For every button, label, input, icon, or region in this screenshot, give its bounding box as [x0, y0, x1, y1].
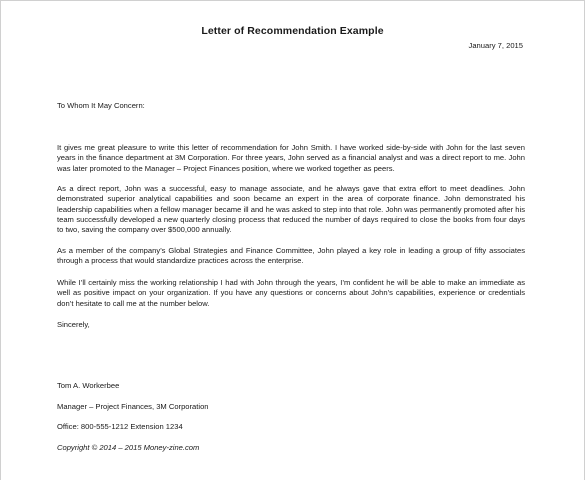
page-border-top: [0, 0, 585, 1]
paragraph-3: As a member of the company’s Global Strategies and Finance Committee, John played a key role in leading a group of fifty associates through a process that would standardize practices across the enterprise.: [57, 246, 525, 266]
letter-date: January 7, 2015: [468, 41, 523, 50]
paragraph-4: While I’ll certainly miss the working relationship I had with John through the years, I’m confident he will be able to make an immediate as well as positive impact on your organization. If you have any questions or concerns about John’s capabilities, experience or credentials don’t hesitate to call me at the number below.: [57, 278, 525, 308]
closing: Sincerely,: [57, 320, 90, 329]
salutation: To Whom It May Concern:: [57, 101, 145, 110]
page-border-left: [0, 0, 1, 480]
paragraph-2: As a direct report, John was a successful, easy to manage associate, and he always gave that extra effort to meet deadlines. John demonstrated superior analytical capabilities and soon became an expert in the area of corporate finance. John demonstrated his leadership capabilities when a fellow manager became ill and he was asked to step into that role. John was permanently promoted after his team successfully developed a new quarterly closing process that reduced the number of days required to close the books from four days to two, saving the company over $500,000 annually.: [57, 184, 525, 235]
signature-title: Manager – Project Finances, 3M Corporation: [57, 402, 209, 411]
signature-name: Tom A. Workerbee: [57, 381, 120, 390]
signature-phone: Office: 800-555-1212 Extension 1234: [57, 422, 183, 431]
document-title: Letter of Recommendation Example: [201, 25, 384, 37]
copyright-notice: Copyright © 2014 – 2015 Money-zine.com: [57, 443, 200, 452]
paragraph-1: It gives me great pleasure to write this letter of recommendation for John Smith. I have worked side-by-side with John for the last seven years in the finance department at 3M Corporation. For three years, John served as a financial analyst and was a direct report to me. John was later promoted to the Manager – Project Finances position, where we worked together as peers.: [57, 143, 525, 173]
